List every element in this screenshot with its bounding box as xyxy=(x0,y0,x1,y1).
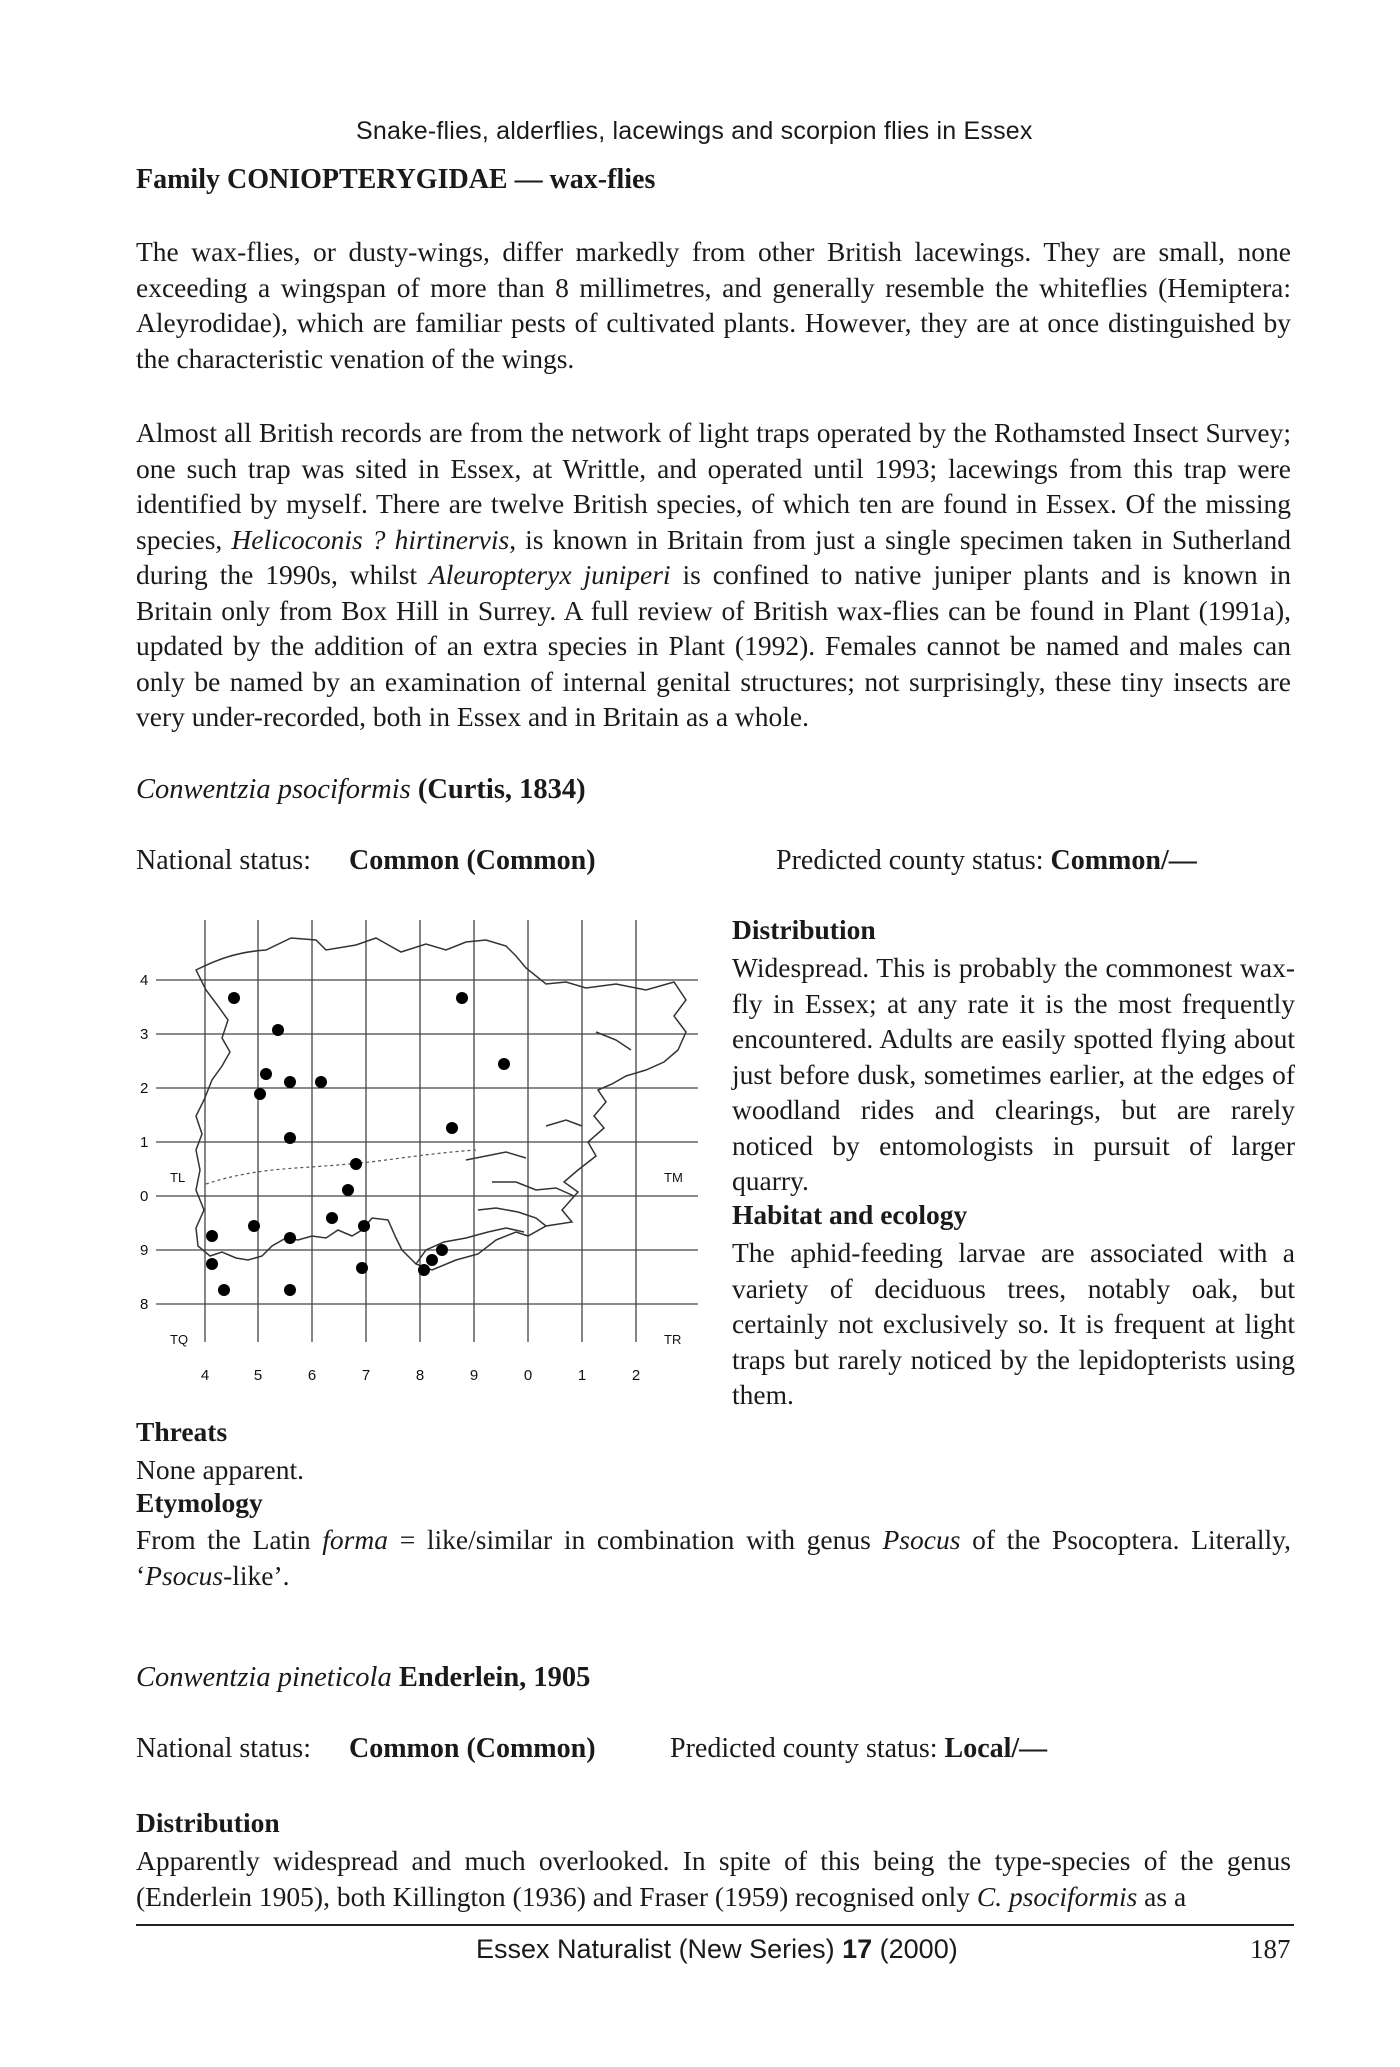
species-2-title xyxy=(136,1662,590,1694)
species-2-national-value: Common (Common) xyxy=(349,1733,596,1764)
footer-rule xyxy=(136,1924,1294,1926)
etymology-heading: Etymology xyxy=(136,1487,263,1518)
distribution-text: Widespread. This is probably the commonest wax-fly in Essex; at any rate it is the most frequently encountered. Adults are easily spotted flying about just before dusk, sometimes earlier, at the edges of woodland rides and clearings, but are rarely noticed by entomologists in pursuit of larger quarry. xyxy=(732,952,1295,1196)
x-label: 7 xyxy=(361,1367,371,1384)
record-dot xyxy=(315,1076,327,1088)
record-dot xyxy=(446,1122,458,1134)
species-2-name: Conwentzia pineticola xyxy=(136,1662,392,1693)
record-dot xyxy=(284,1232,296,1244)
square-label-tq: TQ xyxy=(170,1332,189,1347)
record-dot xyxy=(418,1264,430,1276)
record-dot xyxy=(254,1088,266,1100)
y-label: 9 xyxy=(140,1242,149,1259)
species-1-author: (Curtis, 1834) xyxy=(410,774,586,805)
vice-county-boundary xyxy=(206,1150,476,1184)
record-dot xyxy=(426,1254,438,1266)
square-label-tr: TR xyxy=(664,1332,682,1347)
record-dot xyxy=(284,1132,296,1144)
habitat-text: The aphid-feeding larvae are associated with a variety of deciduous trees, notably oak, but certainly not exclusively so. It is frequent at light traps but rarely noticed by the lepidopterists using them. xyxy=(732,1237,1295,1410)
x-axis-labels xyxy=(201,1367,640,1384)
record-dot xyxy=(436,1244,448,1256)
record-dot xyxy=(350,1158,362,1170)
distribution-map xyxy=(126,920,716,1390)
y-axis-labels xyxy=(140,972,148,1313)
intro-paragraph-2: Almost all British records are from the network of light traps operated by the Rothamsted Insect Survey; one such trap was sited in Essex, at Writtle, and operated until 1993; lacewings from this trap were identified by myself. There are twelve British species, of which ten are found in Essex. Of the missing species, Helicoconis ? hirtinervis, is known in Britain from just a single specimen taken in Sutherland during the 1990s, whilst Aleuropteryx juniperi is confined to native juniper plants and is known in Britain only from Box Hill in Surrey. A full review of British wax-flies can be found in Plant (1991a), updated by the addition of an extra species in Plant (1992). Females cannot be named and males can only be named by an examination of internal genital structures; not surprisingly, these tiny insects are very under-recorded, both in Essex and in Britain as a whole. xyxy=(136,417,1291,732)
x-label: 1 xyxy=(577,1367,587,1384)
intro-paragraph-1: The wax-flies, or dusty-wings, differ markedly from other British lacewings. They are small, none exceeding a wingspan of more than 8 millimetres, and generally resemble the whiteflies (Hemiptera: Aleyrodidae), which are familiar pests of cultivated plants. However, they are at once distinguished by the characteristic venation of the wings. xyxy=(136,236,1291,374)
essex-coastline xyxy=(196,938,686,1270)
record-dot xyxy=(498,1058,510,1070)
y-label: 3 xyxy=(140,1026,149,1043)
square-label-tm: TM xyxy=(664,1170,683,1185)
species-2-distribution-text: Apparently widespread and much overlooked. In spite of this being the type-species of the genus (Enderlein 1905), both Killington (1936) and Fraser (1959) recognised only C. psociformis as a xyxy=(136,1845,1291,1912)
record-dot xyxy=(228,992,240,1004)
species-1-national-value: Common (Common) xyxy=(349,845,596,876)
family-heading: Family CONIOPTERYGIDAE — wax-flies xyxy=(136,164,656,195)
x-label: 2 xyxy=(631,1367,641,1384)
y-label: 0 xyxy=(140,1188,149,1205)
y-label: 8 xyxy=(140,1296,149,1313)
distribution-heading: Distribution xyxy=(732,914,876,945)
species-1-national-label: National status: xyxy=(136,845,311,876)
running-head: Snake-flies, alderflies, lacewings and scorpion flies in Essex xyxy=(356,117,1033,145)
record-dot xyxy=(284,1076,296,1088)
record-dot xyxy=(272,1024,284,1036)
record-dot xyxy=(326,1212,338,1224)
x-label: 9 xyxy=(469,1367,479,1384)
record-dot xyxy=(260,1068,272,1080)
record-dot xyxy=(356,1262,368,1274)
species-1-name: Conwentzia psociformis xyxy=(136,774,411,805)
square-label-tl: TL xyxy=(170,1170,186,1185)
record-dot xyxy=(358,1220,370,1232)
record-dot xyxy=(456,992,468,1004)
record-dot xyxy=(248,1220,260,1232)
record-dot xyxy=(284,1284,296,1296)
record-dot xyxy=(342,1184,354,1196)
map-grid xyxy=(156,920,698,1342)
species-2-national-label: National status: xyxy=(136,1733,311,1764)
journal-citation: Essex Naturalist (New Series) 17 (2000) xyxy=(476,1934,958,1964)
threats-heading: Threats xyxy=(136,1416,228,1447)
etymology-text: From the Latin forma = like/similar in combination with genus Psocus of the Psocoptera. Literally, ‘Psocus-like’. xyxy=(136,1524,1291,1591)
species-1-title xyxy=(136,774,586,806)
y-label: 4 xyxy=(140,972,149,989)
x-label: 4 xyxy=(200,1367,210,1384)
species-2-county-status: Predicted county status: Local/— xyxy=(670,1733,1048,1764)
x-label: 0 xyxy=(523,1367,533,1384)
habitat-heading: Habitat and ecology xyxy=(732,1199,968,1230)
threats-text: None apparent. xyxy=(136,1454,304,1485)
y-label: 1 xyxy=(140,1134,149,1151)
x-label: 6 xyxy=(307,1367,317,1384)
record-dot xyxy=(206,1230,218,1242)
species-1-county-status: Predicted county status: Common/— xyxy=(776,845,1197,876)
species-2-author: Enderlein, 1905 xyxy=(391,1662,591,1693)
species-2-distribution-heading: Distribution xyxy=(136,1807,280,1838)
record-dot xyxy=(218,1284,230,1296)
x-label: 8 xyxy=(415,1367,425,1384)
y-label: 2 xyxy=(140,1080,149,1097)
page-number: 187 xyxy=(1250,1934,1291,1964)
record-dot xyxy=(206,1258,218,1270)
x-label: 5 xyxy=(253,1367,263,1384)
